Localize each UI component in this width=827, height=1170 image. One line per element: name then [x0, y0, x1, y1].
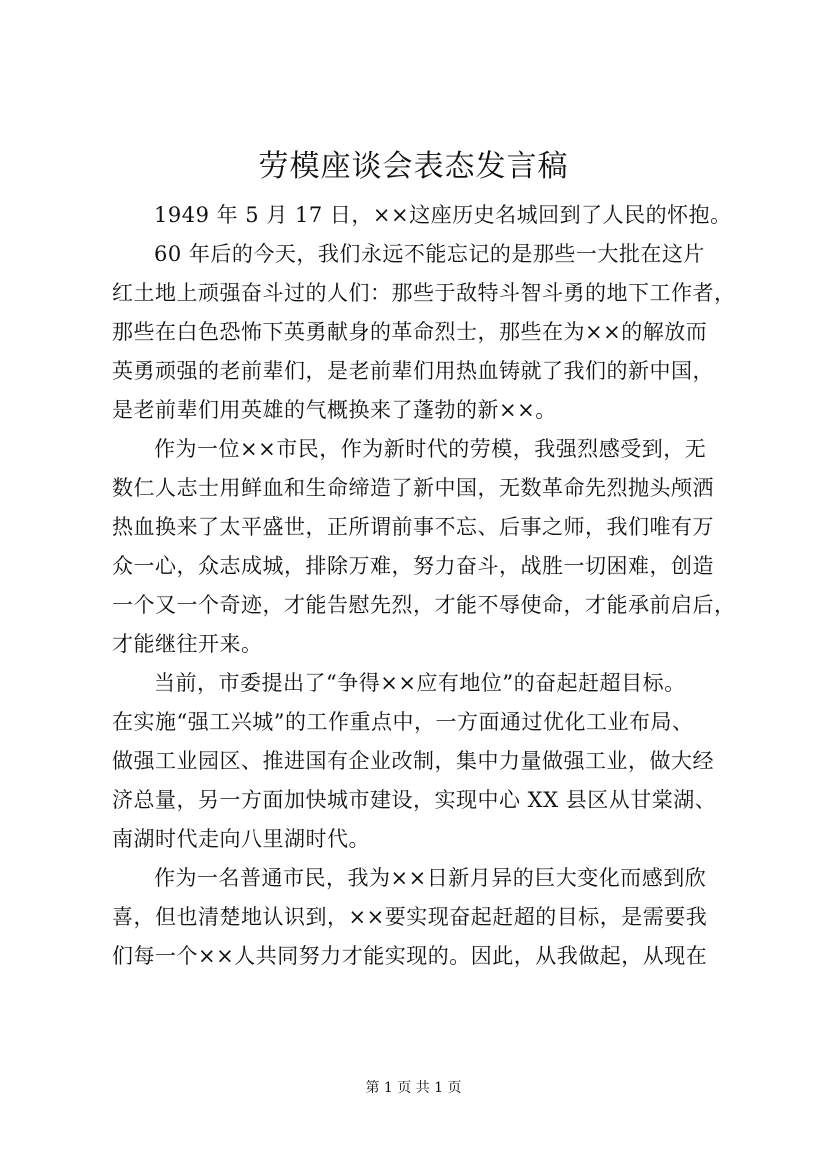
- body-line: 热血换来了太平盛世，正所谓前事不忘、后事之师，我们唯有万: [112, 515, 714, 539]
- document-body: [112, 196, 752, 976]
- body-line: 做强工业园区、推进国有企业改制，集中力量做强工业，做大经: [112, 749, 714, 773]
- body-line: 当前，市委提出了“争得××应有地位”的奋起赶超目标。: [154, 671, 686, 695]
- body-line: 众一心，众志成城，排除万难，努力奋斗，战胜一切困难，创造: [112, 554, 714, 578]
- body-line: 作为一名普通市民，我为××日新月异的巨大变化而感到欣: [154, 866, 707, 890]
- body-line: 才能继往开来。: [112, 632, 263, 656]
- body-line: 在实施“强工兴城”的工作重点中，一方面通过优化工业布局、: [112, 710, 694, 734]
- body-line: 喜，但也清楚地认识到，××要实现奋起赶超的目标，是需要我: [112, 905, 708, 929]
- body-line: 南湖时代走向八里湖时代。: [112, 827, 370, 851]
- body-line: 是老前辈们用英雄的气概换来了蓬勃的新××。: [112, 398, 557, 422]
- body-line: 那些在白色恐怖下英勇献身的革命烈士，那些在为××的解放而: [112, 320, 708, 344]
- body-line: 1949 年 5 月 17 日，××这座历史名城回到了人民的怀抱。: [154, 203, 732, 227]
- body-line: 一个又一个奇迹，才能告慰先烈，才能不辱使命，才能承前启后，: [112, 593, 736, 617]
- body-line: 济总量，另一方面加快城市建设，实现中心 XX 县区从甘棠湖、: [112, 788, 717, 812]
- body-line: 60 年后的今天，我们永远不能忘记的是那些一大批在这片: [154, 242, 705, 266]
- page-footer: 第 1 页 共 1 页: [365, 1080, 462, 1096]
- document-title: 劳模座谈会表态发言稿: [258, 149, 569, 184]
- body-line: 英勇顽强的老前辈们，是老前辈们用热血铸就了我们的新中国，: [112, 359, 714, 383]
- body-line: 数仁人志士用鲜血和生命缔造了新中国，无数革命先烈抛头颅洒: [112, 476, 714, 500]
- body-line: 红土地上顽强奋斗过的人们：那些于敌特斗智斗勇的地下工作者，: [112, 281, 736, 305]
- body-line: 作为一位××市民，作为新时代的劳模，我强烈感受到，无: [154, 437, 707, 461]
- body-line: 们每一个××人共同努力才能实现的。因此，从我做起，从现在: [112, 944, 708, 968]
